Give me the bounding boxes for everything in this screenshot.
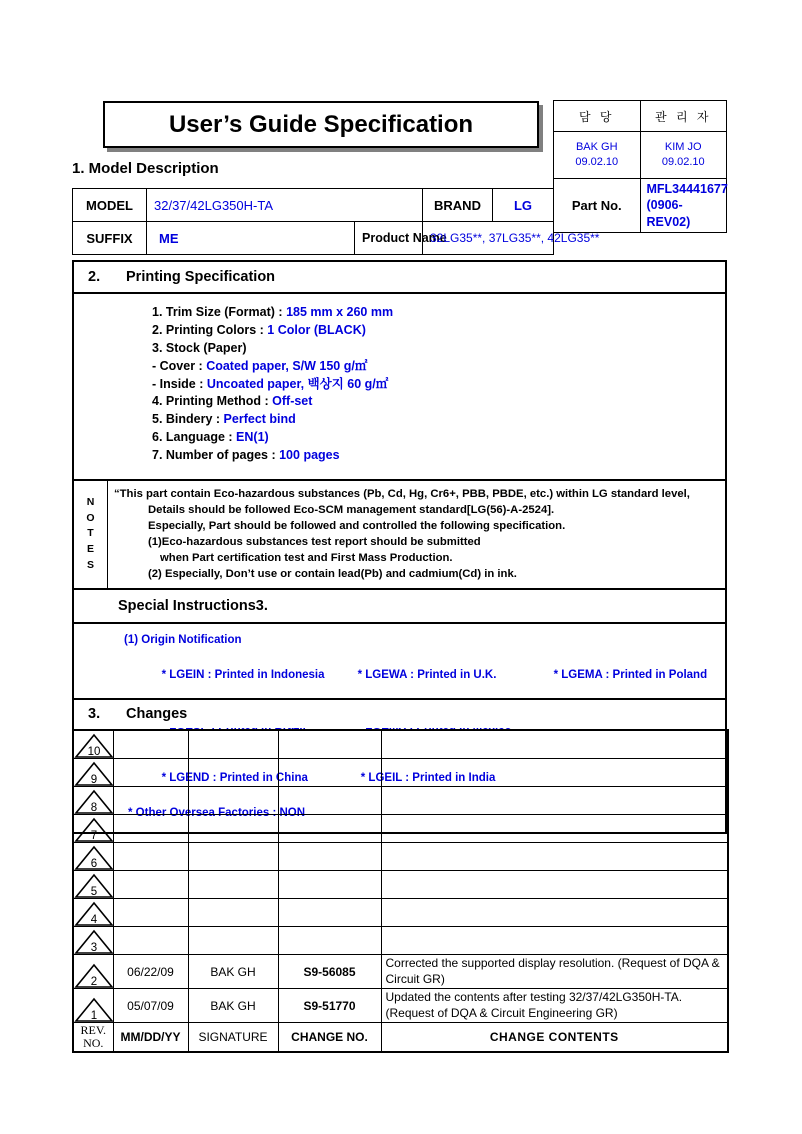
table-row [73, 815, 728, 843]
rev-contents-cell [381, 759, 728, 787]
rev-contents-cell [381, 927, 728, 955]
revision-triangle-icon [74, 901, 114, 926]
table-row [73, 871, 728, 899]
table-row [73, 927, 728, 955]
rev-marker-5 [73, 871, 113, 899]
rev-signature-cell [188, 815, 278, 843]
rev-changeno-cell: S9-51770 [278, 989, 381, 1023]
table-row [73, 955, 728, 989]
rev-marker-1 [73, 989, 113, 1023]
part-no-row [554, 179, 727, 233]
approval-signer-2 [640, 132, 727, 179]
rev-changeno-cell: S9-56085 [278, 955, 381, 989]
rev-number: 5 [90, 885, 98, 898]
spec-item-printing-colors [152, 322, 725, 340]
changes-header-change-no: CHANGE NO. [278, 1023, 381, 1053]
rev-marker-7 [73, 815, 113, 843]
part-no-label: Part No. [554, 179, 641, 233]
rev-contents-cell [381, 815, 728, 843]
changes-header-signature: SIGNATURE [188, 1023, 278, 1053]
changes-header-rev-no [73, 1023, 113, 1053]
spec-item-bindery [152, 411, 725, 429]
rev-number: 2 [90, 975, 98, 988]
rev-marker-3 [73, 927, 113, 955]
spec-value-pages: 100 pages [279, 448, 340, 462]
approval-table [553, 100, 727, 233]
rev-date-cell [113, 815, 188, 843]
product-name-value: 32LG35**, 37LG35**, 42LG35** [423, 222, 554, 255]
origin-lgewa: * LGEWA : Printed in U.K. [357, 668, 497, 681]
spec-label-inside: - Inside : [152, 376, 207, 391]
spec-item-inside [152, 376, 725, 394]
section-3-frame [72, 698, 727, 728]
rev-marker-4 [73, 899, 113, 927]
table-row [73, 843, 728, 871]
rev-signature-cell [188, 730, 278, 759]
spec-value-inside: Uncoated paper, 백상지 60 g/㎡ [206, 376, 389, 391]
rev-changeno-cell [278, 759, 381, 787]
table-row [73, 730, 728, 759]
rev-signature-cell [188, 843, 278, 871]
origin-lgema: * LGEMA : Printed in Poland [553, 668, 708, 681]
spec-label-trim-size: 1. Trim Size (Format) : [152, 305, 287, 319]
part-no-line1: MFL34441677 [646, 182, 728, 196]
rev-marker-8 [73, 787, 113, 815]
notes-line-1: “This part contain Eco-hazardous substances (Pb, Cd, Hg, Cr6+, PBB, PBDE, etc.) within LG standard level, [114, 487, 690, 500]
revision-triangle-icon [74, 873, 114, 898]
notes-line-6: (2) Especially, Don’t use or contain lead(Pb) and cadmium(Cd) in ink. [148, 568, 517, 581]
origin-notification-heading: (1) Origin Notification [124, 634, 242, 647]
rev-signature-cell: BAK GH [188, 989, 278, 1023]
rev-date-cell [113, 759, 188, 787]
section-2-number: 2. [88, 269, 101, 285]
rev-changeno-cell [278, 787, 381, 815]
spec-label-cover: - Cover : [152, 358, 207, 373]
changes-header-row [73, 1023, 728, 1053]
revision-triangle-icon [74, 997, 114, 1022]
rev-number: 8 [90, 801, 98, 814]
suffix-label: SUFFIX [73, 222, 147, 255]
revision-triangle-icon [74, 963, 114, 988]
rev-contents-cell [381, 843, 728, 871]
spec-label-printing-method: 4. Printing Method : [152, 394, 273, 409]
rev-signature-cell [188, 899, 278, 927]
notes-line-2: Details should be followed Eco-SCM management standard[LG(56)-A-2524]. [148, 503, 555, 516]
rev-date-cell [113, 730, 188, 759]
spec-item-printing-method [152, 393, 725, 411]
approval-header-gwanlija: 관 리 자 [640, 101, 727, 132]
approval-header-damdang: 담 당 [554, 101, 641, 132]
section-3-heading [74, 700, 725, 728]
model-value: 32/37/42LG350H-TA [147, 189, 423, 222]
model-row [73, 189, 554, 222]
approval-header-row [554, 101, 727, 132]
section-2-title: Printing Specification [126, 269, 276, 285]
changes-header-date: MM/DD/YY [113, 1023, 188, 1053]
printing-spec-list [74, 294, 725, 479]
rev-signature-cell [188, 871, 278, 899]
rev-changeno-cell [278, 843, 381, 871]
notes-block [74, 479, 725, 588]
notes-letter-s: S [86, 559, 94, 572]
approval-signer-1 [554, 132, 641, 179]
rev-date-cell: 06/22/09 [113, 955, 188, 989]
rev-contents-cell: Corrected the supported display resolution. (Request of DQA & Circuit GR) [381, 955, 728, 989]
notes-letter-e: E [86, 543, 94, 556]
spec-value-printing-colors: 1 Color (BLACK) [267, 322, 366, 337]
rev-date-cell [113, 927, 188, 955]
spec-item-stock [152, 340, 725, 358]
special-instructions-heading: Special Instructions3. [74, 588, 725, 622]
spec-value-language: EN(1) [236, 430, 269, 445]
notes-letter-t: T [87, 527, 94, 540]
rev-number: 3 [90, 941, 98, 954]
revision-triangle-icon [74, 733, 114, 758]
rev-changeno-cell [278, 730, 381, 759]
spec-label-bindery: 5. Bindery : [152, 412, 224, 427]
brand-value: LG [493, 189, 554, 222]
approval-signer-1-name: BAK GH [575, 141, 618, 154]
spec-label-printing-colors: 2. Printing Colors : [152, 322, 268, 337]
rev-changeno-cell [278, 899, 381, 927]
rev-contents-cell [381, 899, 728, 927]
spec-value-bindery: Perfect bind [223, 412, 296, 427]
approval-signer-1-date: 09.02.10 [575, 156, 619, 168]
section-3-title: Changes [126, 706, 188, 722]
rev-number: 9 [90, 773, 98, 786]
changes-table [72, 729, 729, 1053]
approval-signer-2-name: KIM JO [664, 141, 702, 154]
rev-number: 7 [90, 829, 98, 842]
rev-signature-cell [188, 787, 278, 815]
origin-row-1 [118, 649, 725, 701]
section-2-heading [74, 262, 725, 294]
spec-label-language: 6. Language : [152, 430, 237, 445]
changes-header-rev-line1: REV. [80, 1023, 106, 1038]
rev-date-cell: 05/07/09 [113, 989, 188, 1023]
spec-value-trim-size: 185 mm x 260 mm [286, 305, 394, 319]
notes-vertical-label [74, 481, 108, 588]
spec-item-cover [152, 358, 725, 376]
origin-lgeil: * LGEIL : Printed in India [357, 772, 496, 785]
approval-signer-row [554, 132, 727, 179]
rev-contents-cell: Updated the contents after testing 32/37/42LG350H-TA.(Request of DQA & Circuit Engineering GR) [381, 989, 728, 1023]
suffix-value: ME [147, 222, 355, 255]
part-no-line2: (0906-REV02) [646, 198, 691, 229]
table-row [73, 899, 728, 927]
suffix-row [73, 222, 554, 255]
product-name-label: Product Name [355, 222, 423, 255]
spec-label-pages: 7. Number of pages : [152, 448, 280, 462]
table-row [73, 787, 728, 815]
notes-line-3: Especially, Part should be followed and controlled the following specification. [148, 519, 566, 532]
model-label: MODEL [73, 189, 147, 222]
changes-header-contents: CHANGE CONTENTS [381, 1023, 728, 1053]
notes-line-4: (1)Eco-hazardous substances test report should be submitted [148, 535, 481, 548]
spec-label-stock: 3. Stock (Paper) [152, 340, 247, 355]
table-row [73, 989, 728, 1023]
rev-date-cell [113, 843, 188, 871]
spec-item-trim-size [152, 304, 725, 322]
spec-value-printing-method: Off-set [272, 394, 313, 409]
rev-contents-cell [381, 871, 728, 899]
rev-date-cell [113, 871, 188, 899]
rev-signature-cell [188, 759, 278, 787]
rev-signature-cell: BAK GH [188, 955, 278, 989]
document-title-box [103, 101, 539, 148]
spec-item-language [152, 429, 725, 447]
rev-marker-10 [73, 730, 113, 759]
brand-label: BRAND [423, 189, 493, 222]
rev-date-cell [113, 899, 188, 927]
rev-marker-2 [73, 955, 113, 989]
notes-text [108, 481, 725, 588]
approval-signer-2-date: 09.02.10 [661, 156, 705, 168]
section-1-heading: 1. Model Description [72, 160, 219, 177]
revision-triangle-icon [74, 845, 114, 870]
origin-lgend: * LGEND : Printed in China [161, 772, 308, 785]
notes-line-5: when Part certification test and First Mass Production. [160, 552, 453, 564]
rev-signature-cell [188, 927, 278, 955]
rev-changeno-cell [278, 871, 381, 899]
rev-number: 10 [87, 745, 101, 758]
rev-marker-6 [73, 843, 113, 871]
rev-number: 1 [90, 1009, 98, 1022]
notes-letter-n: N [86, 495, 95, 508]
spec-item-pages [152, 447, 725, 465]
changes-header-rev-line2: NO. [83, 1036, 104, 1051]
spec-value-cover: Coated paper, S/W 150 g/㎡ [206, 358, 368, 373]
origin-other-factories: * Other Oversea Factories : NON [128, 806, 306, 819]
part-no-value [640, 179, 727, 233]
origin-lgein: * LGEIN : Printed in Indonesia [161, 668, 325, 681]
rev-marker-9 [73, 759, 113, 787]
page-title: User’s Guide Specification [168, 110, 474, 138]
rev-changeno-cell [278, 927, 381, 955]
rev-number: 6 [90, 857, 98, 870]
revision-triangle-icon [74, 789, 114, 814]
rev-contents-cell [381, 787, 728, 815]
rev-date-cell [113, 787, 188, 815]
rev-number: 4 [90, 913, 98, 926]
revision-triangle-icon [74, 817, 114, 842]
table-row [73, 759, 728, 787]
revision-triangle-icon [74, 761, 114, 786]
notes-letter-o: O [86, 511, 95, 524]
rev-contents-cell [381, 730, 728, 759]
rev-changeno-cell [278, 815, 381, 843]
section-3-number: 3. [88, 706, 101, 722]
revision-triangle-icon [74, 929, 114, 954]
